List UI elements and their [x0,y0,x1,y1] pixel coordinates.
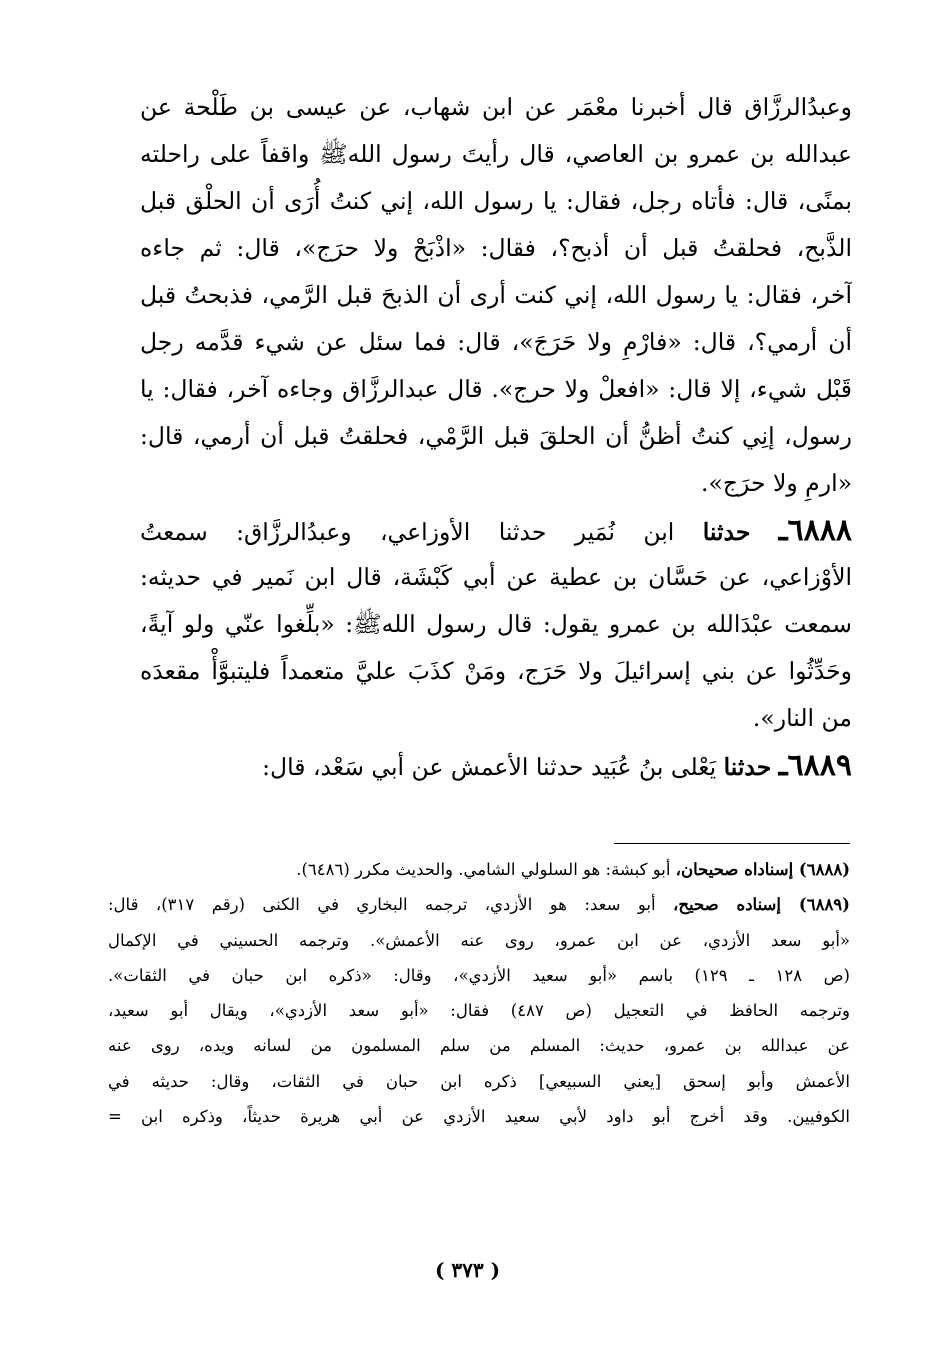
text-line: الذَّبح، فحلقتُ قبل أن أذبح؟، فقال: «اذْبَحْ ولا حرَج»، قال: ثم جاءه [140,234,852,262]
footnote-label: (٦٨٨٩) إسناده صحيح، [673,895,850,915]
footnote-text: أبو كبشة: هو السلولي الشامي. والحديث مكرر (٦٤٨٦). [296,860,671,879]
main-text [140,84,852,789]
text-line: رسول، إنِي كنتُ أظنُّ أن الحلقَ قبل الرَّمْي، فحلقتُ قبل أن أرمي، قال: [140,422,852,450]
footnote-text: أبو سعد: هو الأزدي، ترجمه البخاري في الكنى (رقم ٣١٧)، قال: [108,895,656,915]
footnote-line: وترجمه الحافظ في التعجيل (ص ٤٨٧) فقال: «أبو سعد الأزدي»، ويقال أبو سعيد، [108,1001,850,1021]
footnote-line: (ص ١٢٨ ـ ١٢٩) باسم «أبو سعيد الأزدي»، وقال: «ذكره ابن حبان في الثقات». [108,965,850,985]
text-line: الأوْزاعي، عن حَسَّان بن عطية عن أبي كَبْشَة، قال ابن نَمير في حديثه: [140,563,852,591]
hadith-number: ٦٨٨٨ـ [778,513,852,548]
hadith-6888-first-line [140,507,852,554]
footnote-line: الأعمش وأبو إسحق [يعني السبيعي] ذكره ابن حبان في الثقات، وقال: حديثه في [108,1071,850,1091]
footnotes [108,852,850,1134]
footnote-line: «أبو سعد الأزدي، عن ابن عمرو، روى عنه الأعمش». وترجمه الحسيني في الإكمال [108,930,850,950]
text-line: بمنًى، قال: فأتاه رجل، فقال: يا رسول الله، إني كنتُ أُرَى أن الحلْق قبل [140,187,852,215]
text-line: أن أرمي؟، قال: «فارْمِ ولا حَرَجَ»، قال: فما سئل عن شيء قدَّمه رجل [140,328,852,356]
hadith-lead: حدثنا [702,518,751,546]
footnote-line: عن عبدالله بن عمرو، حديث: المسلم من سلم المسلمون من لسانه ويده، روى عنه [108,1036,850,1056]
page-number: ( ٣٧٣ ) [434,1258,501,1282]
text-line: «ارمِ ولا حرَج». [700,469,852,497]
text-line: آخر، فقال: يا رسول الله، إني كنت أرى أن الذبحَ قبل الرَّمي، فذبحتُ قبل [140,281,852,309]
footnote-6889 [108,887,850,922]
text-line: من النار». [752,704,852,732]
text-line: قَبْل شيء، إلا قال: «افعلْ ولا حرج». قال عبدالرزَّاق وجاءه آخر، فقال: يا [140,375,852,403]
hadith-6889-first-line [140,742,852,789]
text-line: عبدالله بن عمرو بن العاصي، قال رأيتَ رسول اللهﷺ واقفاً على راحلته [140,140,852,168]
hadith-text: يَعْلى بنُ عُبَيد حدثنا الأعمش عن أبي سَعْد، قال: [262,753,717,781]
footnote-line: الكوفيين. وقد أخرج أبو داود لأبي سعيد الأزدي عن أبي هريرة حديثاً، وذكره ابن = [108,1107,850,1127]
text-line: وعبدُالرزَّاق قال أخبرنا معْمَر عن ابن شهاب، عن عيسى بن طَلْحة عن [140,93,852,121]
footnote-divider [614,843,850,844]
text-line: سمعت عبْدَالله بن عمرو يقول: قال رسول اللهﷺ: «بلِّغوا عنّي ولو آيةً، [140,610,852,638]
footnote-6888 [108,852,850,887]
hadith-lead: حدثنا [723,753,772,781]
hadith-number: ٦٨٨٩ـ [778,748,852,783]
footnote-label: (٦٨٨٨) إسناداه صحيحان، [675,860,850,879]
hadith-text: ابن نُمَير حدثنا الأوزاعي، وعبدُالرزَّاق: سمعتُ [140,518,675,546]
text-line: وحَدِّثُوا عن بني إسرائيلَ ولا حَرَج، ومَنْ كذَبَ عليَّ متعمداً فليتبوَّأْ مقعدَه [140,657,852,685]
